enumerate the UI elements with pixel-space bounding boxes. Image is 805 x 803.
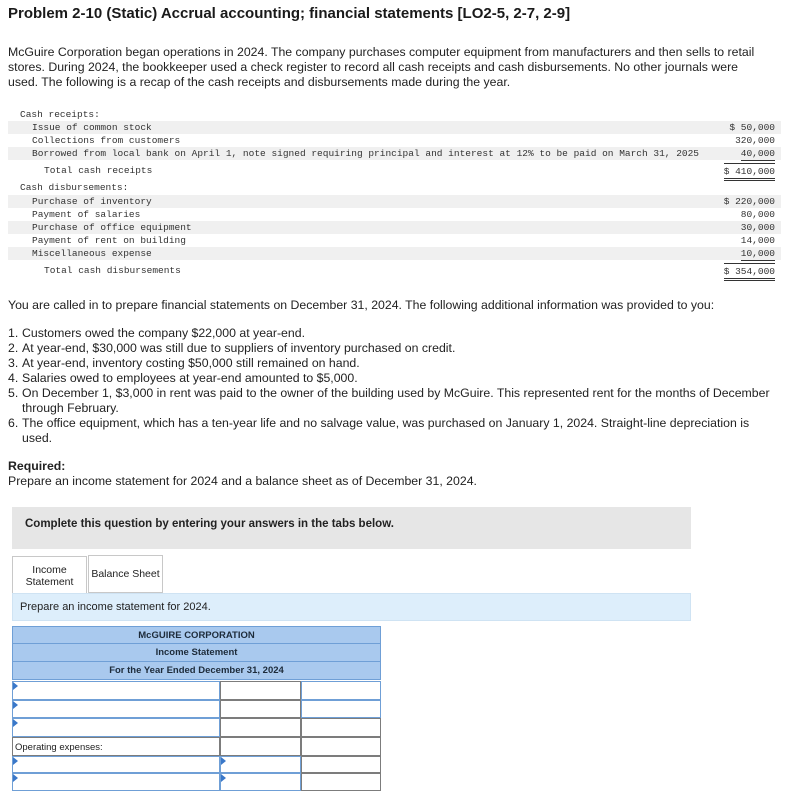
table-row bbox=[8, 221, 781, 234]
disb-amount: 14,000 bbox=[740, 235, 775, 246]
line-item-label-input[interactable] bbox=[12, 681, 220, 700]
income-statement-header bbox=[12, 626, 381, 680]
receipts-header: Cash receipts: bbox=[20, 109, 100, 120]
list-item bbox=[8, 386, 778, 416]
receipts-total-label: Total cash receipts bbox=[44, 165, 153, 176]
tab-instruction-bar bbox=[12, 593, 691, 621]
receipts-total-row bbox=[8, 164, 781, 177]
table-row bbox=[8, 234, 781, 247]
disb-label: Miscellaneous expense bbox=[32, 248, 152, 259]
disb-label: Payment of salaries bbox=[32, 209, 141, 220]
expense-label-input[interactable] bbox=[12, 756, 220, 773]
item-number: 4. bbox=[8, 371, 19, 385]
total-amount-cell[interactable] bbox=[301, 773, 381, 791]
tab-balance-sheet[interactable]: Balance Sheet bbox=[88, 555, 163, 593]
company-name: McGUIRE CORPORATION bbox=[12, 626, 381, 644]
disb-label: Payment of rent on building bbox=[32, 235, 186, 246]
table-row bbox=[8, 247, 781, 260]
total-amount-input[interactable] bbox=[301, 700, 381, 718]
amount-cell[interactable] bbox=[220, 718, 301, 737]
input-marker-icon bbox=[13, 719, 18, 727]
line-item-label-input[interactable] bbox=[12, 700, 220, 718]
statement-name: Income Statement bbox=[12, 644, 381, 662]
receipt-label: Issue of common stock bbox=[32, 122, 152, 133]
list-item bbox=[8, 416, 778, 446]
amount-cell[interactable] bbox=[220, 681, 301, 700]
list-item bbox=[8, 341, 778, 356]
instruction-text: Complete this question by entering your answers in the tabs below. bbox=[25, 518, 394, 530]
receipt-amount: 320,000 bbox=[735, 135, 775, 146]
input-marker-icon bbox=[221, 774, 226, 782]
table-row bbox=[8, 208, 781, 221]
statement-period: For the Year Ended December 31, 2024 bbox=[12, 662, 381, 680]
item-text: The office equipment, which has a ten-year life and no salvage value, was purchased on January 1, 2024. Straight-line depreciation is used. bbox=[22, 416, 750, 445]
total-amount-cell[interactable] bbox=[301, 718, 381, 737]
table-row bbox=[8, 121, 781, 134]
input-marker-icon bbox=[13, 757, 18, 765]
expense-amount-input[interactable] bbox=[220, 756, 301, 773]
disb-total-label: Total cash disbursements bbox=[44, 265, 181, 276]
list-item bbox=[8, 371, 778, 386]
additional-info-list bbox=[8, 326, 778, 446]
item-number: 5. bbox=[8, 386, 19, 400]
item-text: Salaries owed to employees at year-end amounted to $5,000. bbox=[22, 371, 358, 385]
disb-amount: $ 220,000 bbox=[723, 196, 775, 207]
total-amount-input[interactable] bbox=[301, 681, 381, 700]
disb-total-amount: $ 354,000 bbox=[724, 263, 775, 281]
receipt-label: Borrowed from local bank on April 1, note signed requiring principal and interest at 12% to be paid on March 31, 2025 bbox=[32, 148, 700, 159]
instruction-box bbox=[12, 507, 691, 549]
disb-amount: 30,000 bbox=[740, 222, 775, 233]
total-amount-cell[interactable] bbox=[301, 756, 381, 773]
item-text: At year-end, inventory costing $50,000 still remained on hand. bbox=[22, 356, 360, 370]
receipt-label: Collections from customers bbox=[32, 135, 181, 146]
input-marker-icon bbox=[13, 701, 18, 709]
input-marker-icon bbox=[13, 774, 18, 782]
table-row bbox=[8, 134, 781, 147]
required-text: Prepare an income statement for 2024 and a balance sheet as of December 31, 2024. bbox=[8, 474, 477, 488]
input-marker-icon bbox=[13, 682, 18, 690]
tab-income-statement[interactable]: Income Statement bbox=[12, 556, 87, 594]
item-number: 6. bbox=[8, 416, 19, 430]
input-marker-icon bbox=[221, 757, 226, 765]
item-number: 3. bbox=[8, 356, 19, 370]
disb-amount: 10,000 bbox=[740, 248, 775, 259]
operating-expenses-label: Operating expenses: bbox=[15, 742, 103, 753]
problem-title: Problem 2-10 (Static) Accrual accounting; financial statements [LO2-5, 2-7, 2-9] bbox=[8, 5, 571, 22]
total-amount-cell bbox=[301, 737, 381, 756]
operating-expenses-row bbox=[12, 737, 220, 756]
line-item-label-input[interactable] bbox=[12, 718, 220, 737]
amount-cell[interactable] bbox=[220, 700, 301, 718]
list-item bbox=[8, 356, 778, 371]
called-in-text: You are called in to prepare financial statements on December 31, 2024. The following additional information was provided to you: bbox=[8, 298, 715, 312]
required-heading: Required: bbox=[8, 459, 66, 473]
item-text: Customers owed the company $22,000 at year-end. bbox=[22, 326, 305, 340]
disb-header-row bbox=[8, 181, 781, 194]
item-number: 2. bbox=[8, 341, 19, 355]
item-text: On December 1, $3,000 in rent was paid to the owner of the building used by McGuire. This represented rent for the months of December through February. bbox=[22, 386, 770, 415]
receipts-total-amount: $ 410,000 bbox=[724, 163, 775, 181]
table-row bbox=[8, 147, 781, 160]
receipt-amount: $ 50,000 bbox=[729, 122, 775, 133]
disb-amount: 80,000 bbox=[740, 209, 775, 220]
problem-intro: McGuire Corporation began operations in 2024. The company purchases computer equipment from manufacturers and then sells to retail stores. During 2024, the bookkeeper used a check register to record all cash receipts and cash disbursements. No other journals were used. The following is a recap of the cash receipts and disbursements made during the year. bbox=[8, 45, 755, 89]
disb-label: Purchase of office equipment bbox=[32, 222, 192, 233]
list-item bbox=[8, 326, 778, 341]
expense-label-input[interactable] bbox=[12, 773, 220, 791]
receipts-header-row bbox=[8, 108, 781, 121]
disb-header: Cash disbursements: bbox=[20, 182, 129, 193]
table-row bbox=[8, 195, 781, 208]
disb-label: Purchase of inventory bbox=[32, 196, 152, 207]
disb-total-row bbox=[8, 264, 781, 277]
receipt-amount: 40,000 bbox=[740, 148, 775, 159]
item-text: At year-end, $30,000 was still due to suppliers of inventory purchased on credit. bbox=[22, 341, 456, 355]
tab-instruction-text: Prepare an income statement for 2024. bbox=[20, 601, 211, 613]
amount-cell bbox=[220, 737, 301, 756]
item-number: 1. bbox=[8, 326, 19, 340]
expense-amount-input[interactable] bbox=[220, 773, 301, 791]
